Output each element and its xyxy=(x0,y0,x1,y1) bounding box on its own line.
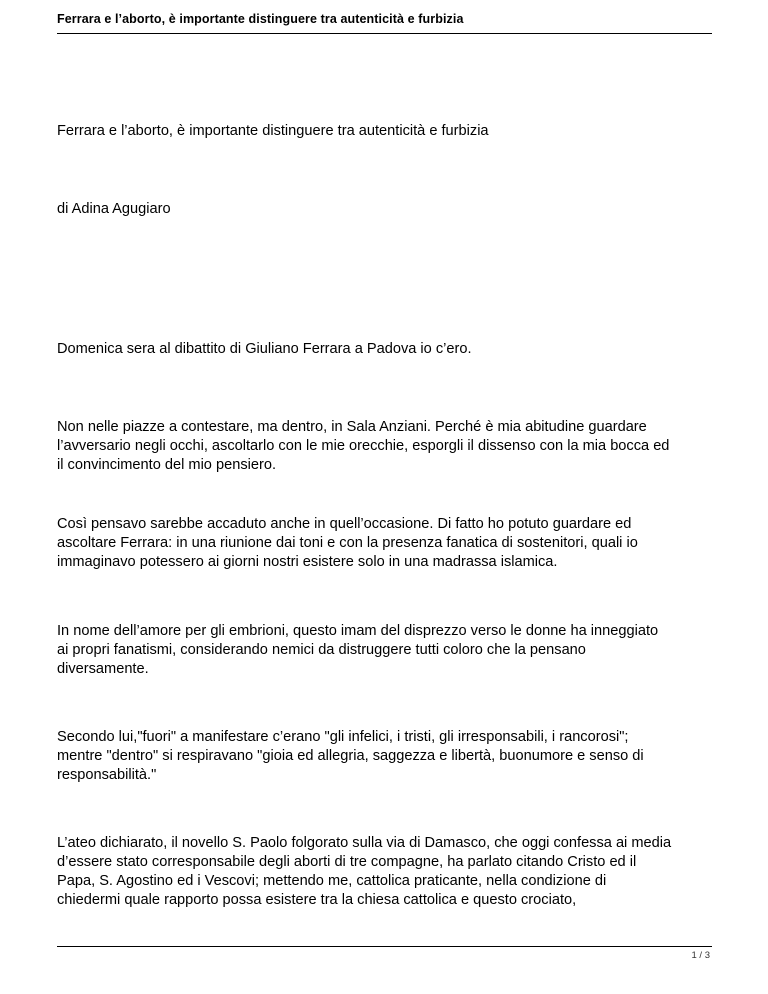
paragraph-1 xyxy=(57,340,717,359)
paragraph-line: ai propri fanatismi, considerando nemici da distruggere tutti coloro che la pensano xyxy=(57,642,586,658)
paragraph-line: diversamente. xyxy=(57,661,149,677)
paragraph-line: l’avversario negli occhi, ascoltarlo con le mie orecchie, esporgli il dissenso con la mia bocca ed xyxy=(57,438,670,454)
paragraph-line: In nome dell’amore per gli embrioni, questo imam del disprezzo verso le donne ha inneggiato xyxy=(57,623,659,639)
paragraph-line: chiedermi quale rapporto possa esistere tra la chiesa cattolica e questo crociato, xyxy=(57,892,577,908)
paragraph-6 xyxy=(57,834,717,910)
header-title: Ferrara e l’aborto, è importante distinguere tra autenticità e furbizia xyxy=(57,12,464,26)
paragraph-line: il convincimento del mio pensiero. xyxy=(57,457,277,473)
paragraph-3 xyxy=(57,515,717,572)
article-title xyxy=(57,122,717,141)
page-number: 1 / 3 xyxy=(691,950,710,961)
paragraph-2 xyxy=(57,418,717,475)
paragraph-line: ascoltare Ferrara: in una riunione dai toni e con la presenza fanatica di sostenitori, quali io xyxy=(57,535,638,551)
paragraph-line: Secondo lui,"fuori" a manifestare c’erano "gli infelici, i tristi, gli irresponsabili, i rancorosi"; xyxy=(57,729,629,745)
paragraph-line: mentre "dentro" si respiravano "gioia ed allegria, saggezza e libertà, buonumore e senso di xyxy=(57,748,644,764)
paragraph-4 xyxy=(57,622,717,679)
paragraph-line: Domenica sera al dibattito di Giuliano Ferrara a Padova io c’ero. xyxy=(57,341,472,357)
header-rule xyxy=(57,33,712,34)
paragraph-line: responsabilità." xyxy=(57,767,157,783)
paragraph-line: Papa, S. Agostino ed i Vescovi; mettendo me, cattolica praticante, nella condizione di xyxy=(57,873,607,889)
article-title-text: Ferrara e l’aborto, è importante distinguere tra autenticità e furbizia xyxy=(57,123,489,139)
paragraph-line: Non nelle piazze a contestare, ma dentro, in Sala Anziani. Perché è mia abitudine guardare xyxy=(57,419,647,435)
paragraph-line: immaginavo potessero ai giorni nostri esistere solo in una madrassa islamica. xyxy=(57,554,558,570)
article-byline xyxy=(57,200,717,219)
paragraph-line: L’ateo dichiarato, il novello S. Paolo folgorato sulla via di Damasco, che oggi confessa ai media xyxy=(57,835,672,851)
paragraph-line: Così pensavo sarebbe accaduto anche in quell’occasione. Di fatto ho potuto guardare ed xyxy=(57,516,632,532)
footer-rule xyxy=(57,946,712,947)
byline-text: di Adina Agugiaro xyxy=(57,201,171,217)
paragraph-5 xyxy=(57,728,717,785)
paragraph-line: d’essere stato corresponsabile degli aborti di tre compagne, ha parlato citando Cristo ed il xyxy=(57,854,637,870)
